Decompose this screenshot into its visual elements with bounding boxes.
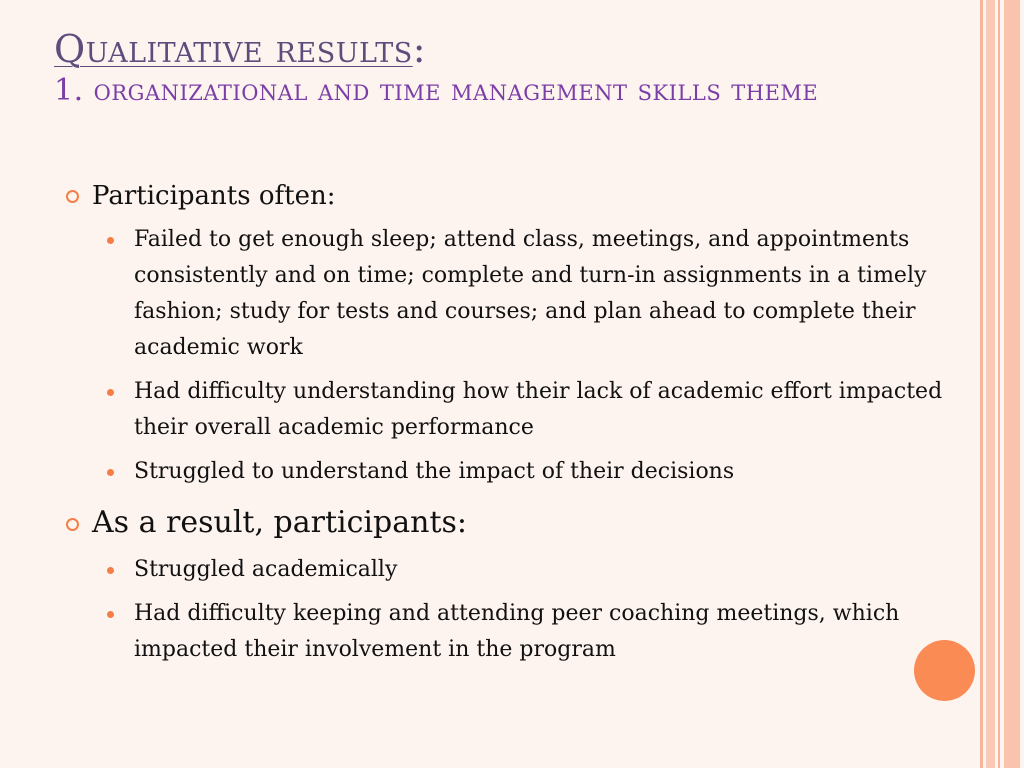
slide-body bbox=[66, 180, 986, 668]
bullet-level1 bbox=[66, 180, 986, 212]
title-main-text: Qualitative results bbox=[54, 27, 413, 71]
bullet-text: Participants often: bbox=[92, 181, 336, 211]
title-subtitle: 1. organizational and time management skills theme bbox=[54, 73, 819, 108]
bullet-text: As a result, participants: bbox=[92, 505, 467, 540]
bullet-text: Struggled academically bbox=[134, 557, 398, 582]
bullet-level2 bbox=[134, 552, 986, 588]
bullet-text: Failed to get enough sleep; attend class, meetings, and appointments consistently and on time; complete and turn-in assignments in a timely fashion; study for tests and courses; and plan ahead to complete their academic work bbox=[134, 227, 927, 360]
bullet-level2 bbox=[134, 454, 986, 490]
decorative-stripe bbox=[1004, 0, 1020, 768]
bullet-level2 bbox=[134, 222, 986, 366]
title-colon: : bbox=[412, 27, 427, 71]
bullet-text: Struggled to understand the impact of their decisions bbox=[134, 459, 735, 484]
bullet-level1 bbox=[66, 504, 986, 542]
dot-bullet-icon bbox=[107, 389, 114, 396]
bullet-level2 bbox=[134, 374, 986, 446]
bullet-text: Had difficulty keeping and attending peer coaching meetings, which impacted their involvement in the program bbox=[134, 601, 900, 662]
dot-bullet-icon bbox=[107, 469, 114, 476]
bullet-level2 bbox=[134, 596, 986, 668]
decorative-stripe bbox=[986, 0, 995, 768]
dot-bullet-icon bbox=[107, 611, 114, 618]
dot-bullet-icon bbox=[107, 567, 114, 574]
decorative-stripe bbox=[998, 0, 1000, 768]
dot-bullet-icon bbox=[107, 237, 114, 244]
slide-title bbox=[54, 28, 954, 112]
title-line1 bbox=[54, 28, 954, 70]
ring-bullet-icon bbox=[66, 518, 79, 531]
ring-bullet-icon bbox=[66, 190, 79, 203]
bullet-text: Had difficulty understanding how their lack of academic effort impacted their overall academic performance bbox=[134, 379, 943, 440]
